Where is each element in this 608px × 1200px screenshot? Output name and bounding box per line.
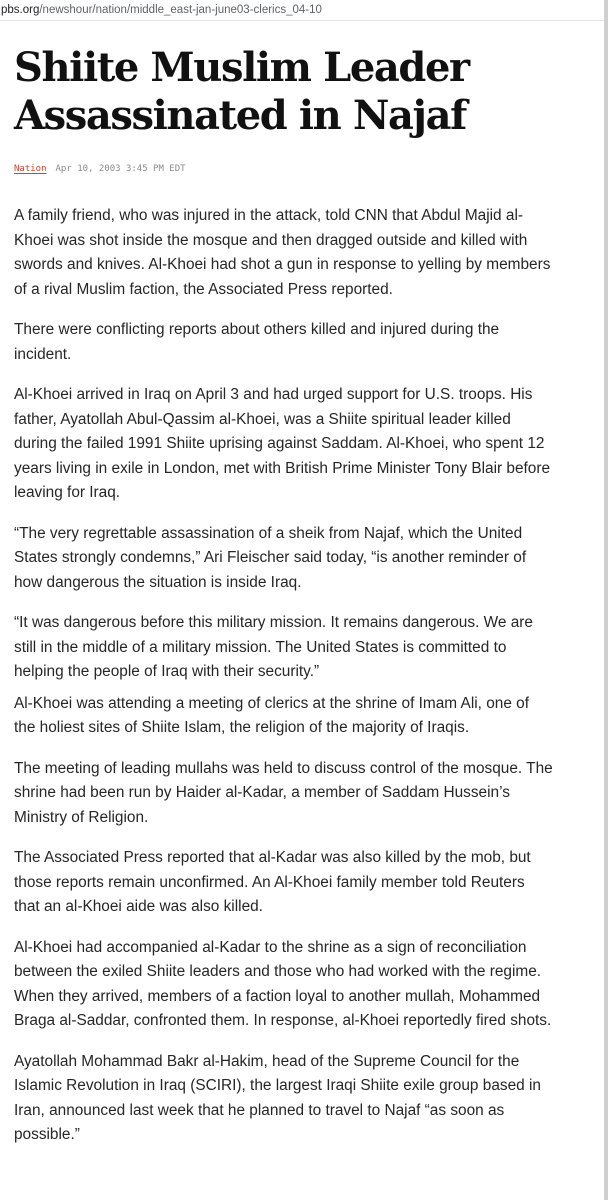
article-paragraph: A family friend, who was injured in the attack, told CNN that Abdul Majid al-Khoei was shot inside the mosque and then dragged outside and killed with swords and knives. Al-Khoei had shot a gun in response to yelling by members of a rival Muslim faction, the Associated Press reported. [14,207,551,298]
article-paragraph: Ayatollah Mohammad Bakr al-Hakim, head of the Supreme Council for the Islamic Revolution in Iraq (SCIRI), the largest Iraqi Shiite exile group based in Iran, announced last week that he planned to travel to Najaf “as soon as possible.” [14,1052,541,1143]
article-meta [14,162,554,176]
category-link[interactable]: Nation [14,164,47,174]
article-body [14,204,554,1148]
article-paragraph: Al-Khoei was attending a meeting of clerics at the shrine of Imam Ali, one of the holiest sites of Shiite Islam, the religion of the majority of Iraqis. [14,694,529,736]
article-paragraph: There were conflicting reports about others killed and injured during the incident. [14,321,500,363]
publish-date: Apr 10, 2003 3:45 PM EDT [55,164,186,174]
article-paragraph: The Associated Press reported that al-Kadar was also killed by the mob, but those reports remain unconfirmed. An Al-Khoei family member told Reuters that an al-Khoei aide was also killed. [14,849,531,915]
article-paragraph: “The very regrettable assassination of a sheik from Najaf, which the United States strongly condemns,” Ari Fleischer said today, “is another reminder of how dangerous the situation is inside Iraq. [14,524,527,591]
article [14,44,554,1164]
url-host: pbs.org [1,4,40,16]
window-edge [604,0,608,1200]
address-bar[interactable] [0,0,605,21]
article-paragraph: Al-Khoei arrived in Iraq on April 3 and had urged support for U.S. troops. His father, Ayatollah Abul-Qassim al-Khoei, was a Shiite spiritual leader killed during the failed 1991 Shiite uprising against Saddam. Al-Khoei, who spent 12 years living in exile in London, met with British Prime Minister Tony Blair before leaving for Iraq. [14,386,551,501]
article-paragraph: “It was dangerous before this military mission. It remains dangerous. We are still in the middle of a military mission. The United States is committed to helping the people of Iraq with their security.” [14,614,533,680]
url-path: /newshour/nation/middle_east-jan-june03-clerics_04-10 [39,4,322,16]
article-paragraph: The meeting of leading mullahs was held to discuss control of the mosque. The shrine had been run by Haider al-Kadar, a member of Saddam Hussein’s Ministry of Religion. [14,759,553,826]
article-paragraph: Al-Khoei had accompanied al-Kadar to the shrine as a sign of reconciliation between the exiled Shiite leaders and those who had worked with the regime. When they arrived, members of a faction loyal to another mullah, Mohammed Braga al-Saddar, confronted them. In response, al-Khoei reportedly fired shots. [14,938,552,1029]
article-headline: Shiite Muslim Leader Assassinated in Najaf [14,44,469,139]
